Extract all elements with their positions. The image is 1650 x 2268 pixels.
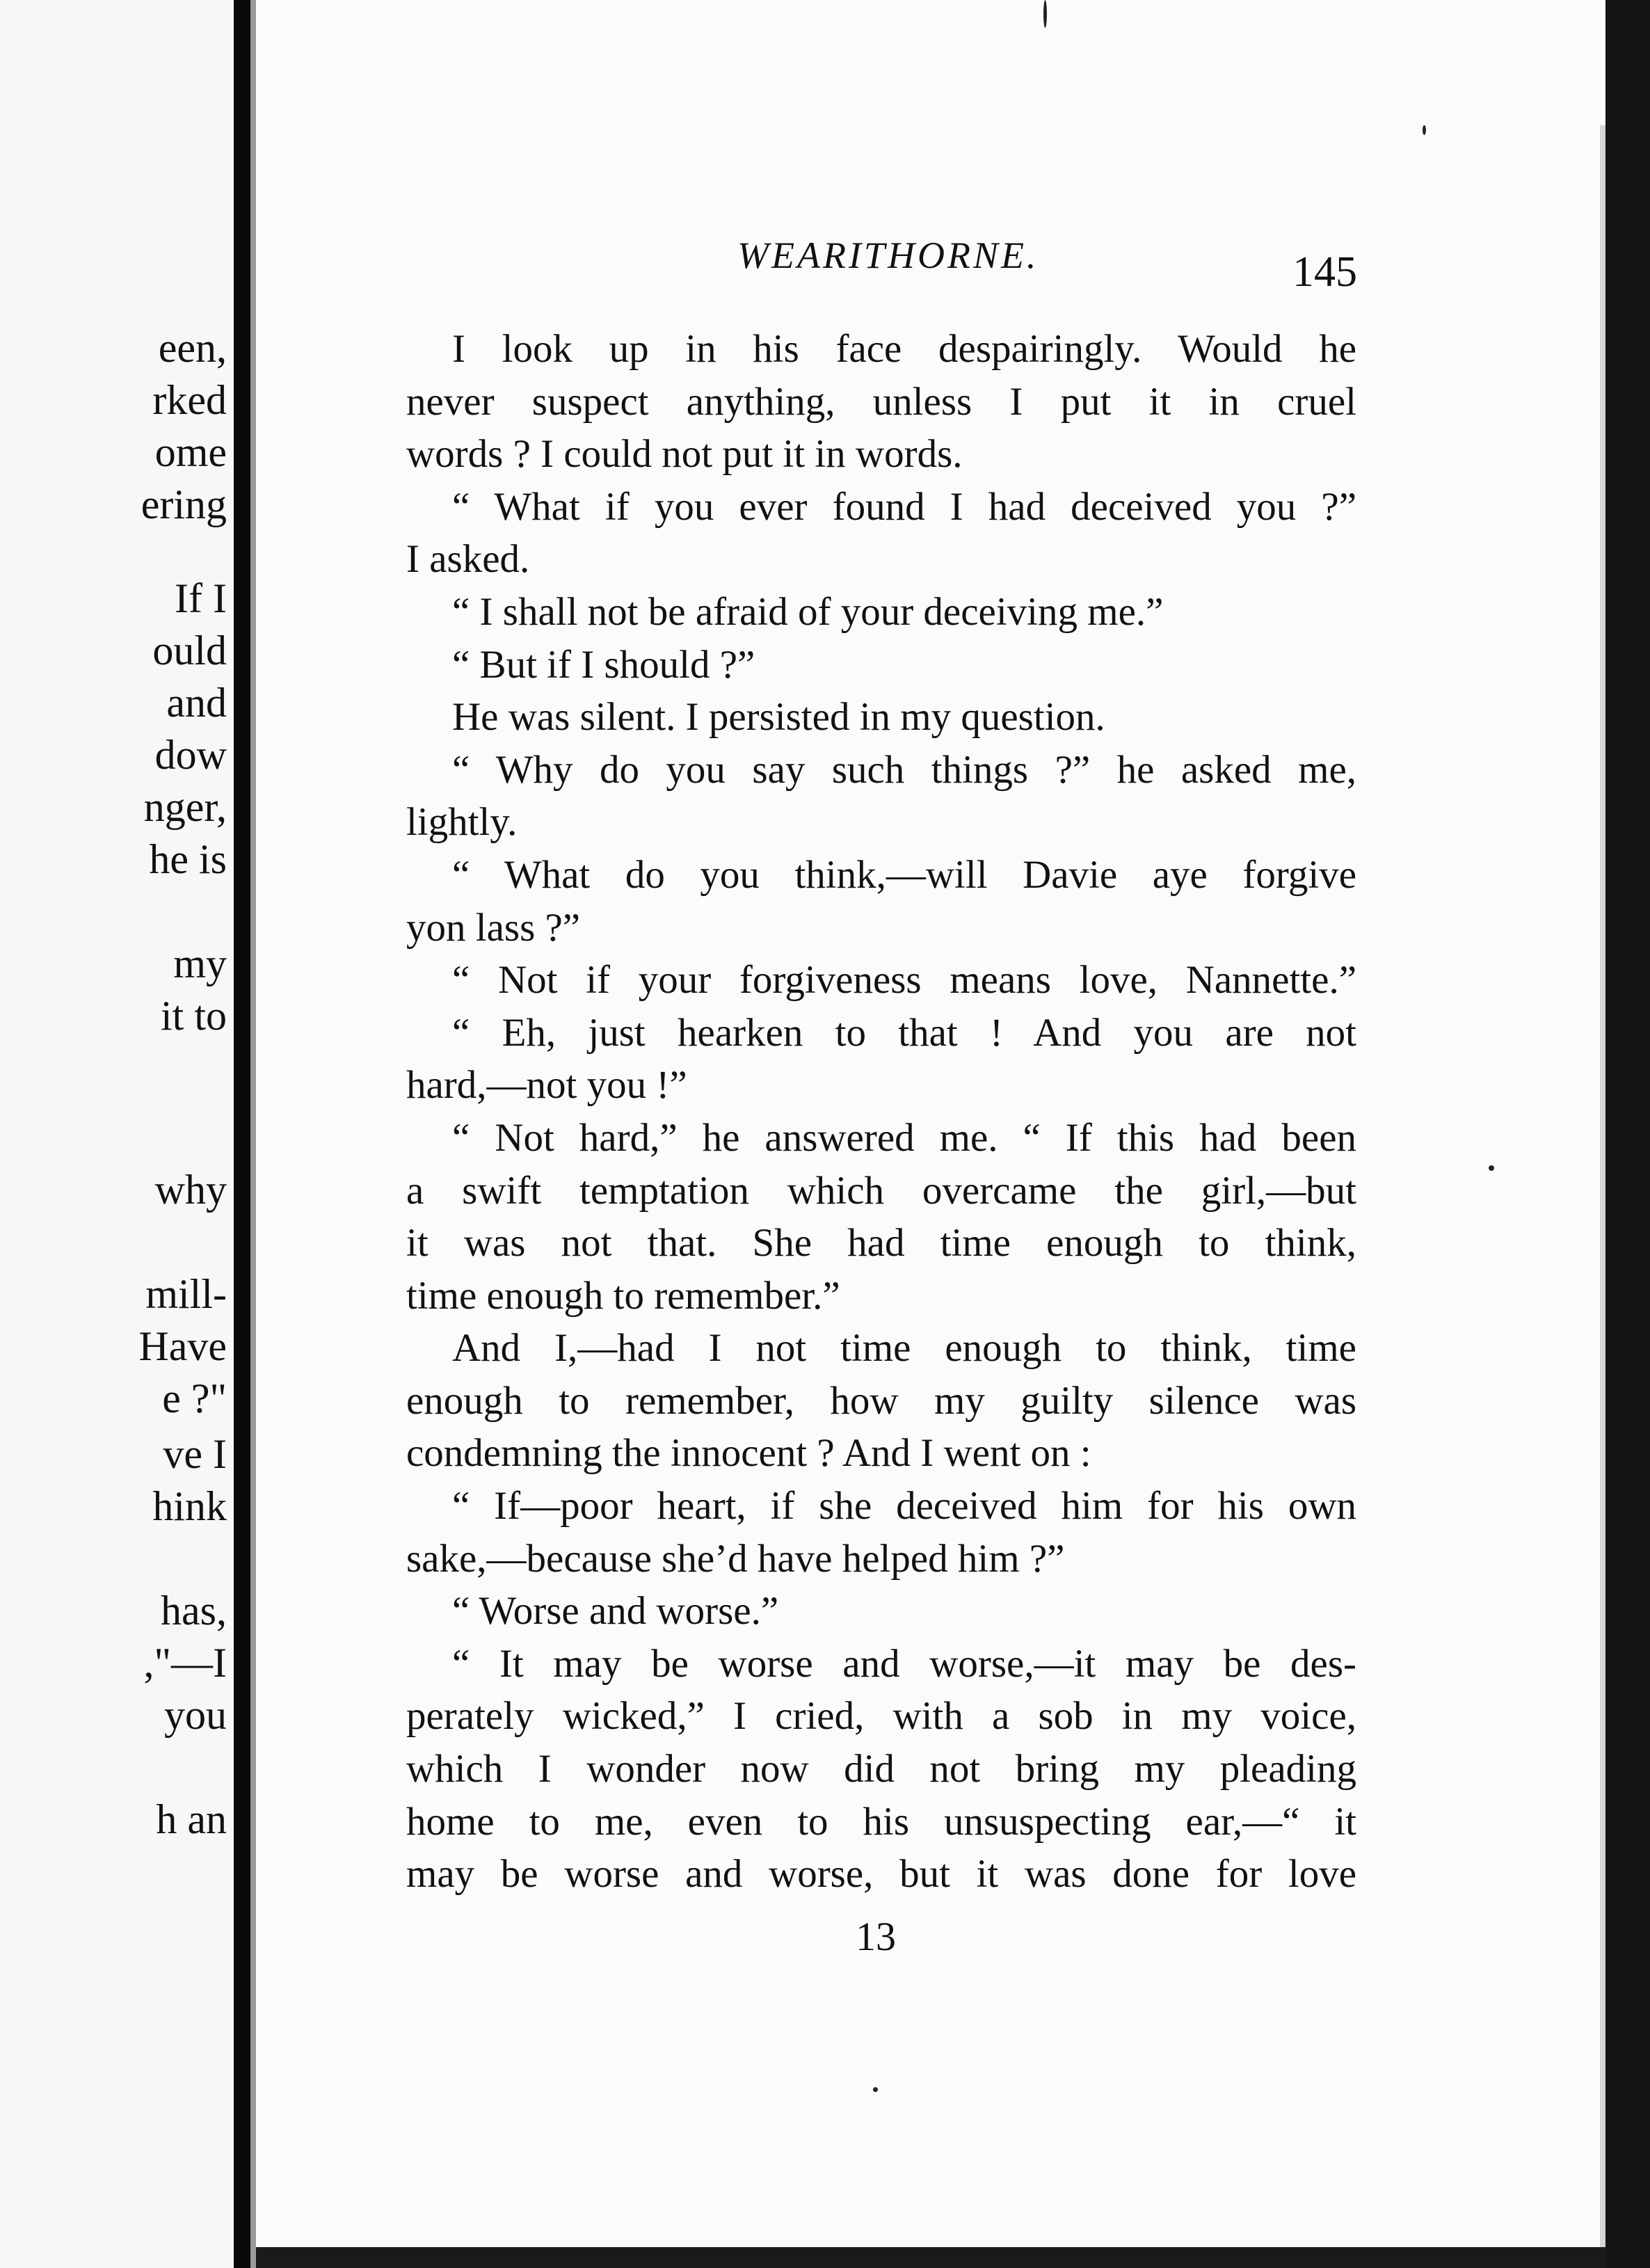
speck xyxy=(873,2087,878,2092)
left-page-fragment: ome xyxy=(154,429,227,475)
left-page-fragment: he is xyxy=(149,836,227,882)
left-page-fragment: dow xyxy=(154,732,227,778)
left-page-fragment: my xyxy=(173,941,227,987)
left-page-fragment: If I xyxy=(175,575,227,621)
text-line: I look up in his face despairingly. Would he xyxy=(452,327,1356,371)
text-line: a swift temptation which overcame the girl,—but xyxy=(406,1168,1356,1213)
left-page-fragment: has, xyxy=(161,1588,227,1634)
text-line: “ Worse and worse.” xyxy=(452,1589,779,1634)
left-page-fragment: h an xyxy=(156,1796,227,1842)
text-line: “ I shall not be afraid of your deceiving me.” xyxy=(452,589,1164,634)
text-line: never suspect anything, unless I put it in cruel xyxy=(406,379,1356,424)
gutter-edge xyxy=(250,0,256,2268)
left-facing-page xyxy=(0,0,234,2268)
text-line: And I,—had I not time enough to think, time xyxy=(452,1326,1356,1371)
text-line: “ Eh, just hearken to that ! And you are not xyxy=(452,1010,1356,1055)
left-page-fragment: mill- xyxy=(145,1271,227,1317)
text-line: words ? I could not put it in words. xyxy=(406,432,963,477)
text-line: enough to remember, how my guilty silence was xyxy=(406,1378,1356,1423)
speck xyxy=(1489,1165,1494,1171)
text-line: “ Not if your forgiveness means love, Nannette.” xyxy=(452,958,1356,1003)
left-page-fragment: ,"—I xyxy=(143,1640,227,1686)
text-line: I asked. xyxy=(406,537,530,582)
signature-mark: 13 xyxy=(856,1914,896,1959)
book-gutter xyxy=(234,0,250,2268)
left-page-fragment: ve I xyxy=(163,1431,227,1477)
left-page-fragment: nger, xyxy=(143,784,227,830)
running-title: WEARITHORNE. xyxy=(737,234,1039,276)
page-edge-highlight xyxy=(1600,125,1605,2268)
text-line: “ If—poor heart, if she deceived him for his own xyxy=(452,1484,1356,1528)
text-line: hard,—not you !” xyxy=(406,1063,687,1108)
left-page-fragment: it to xyxy=(160,993,227,1039)
text-line: which I wonder now did not bring my pleading xyxy=(406,1747,1356,1791)
book-right-edge xyxy=(1605,0,1650,2268)
left-page-fragment: een, xyxy=(158,325,227,371)
speck xyxy=(1043,0,1047,28)
left-page-fragment: why xyxy=(154,1167,227,1213)
left-page-fragment: Have xyxy=(138,1323,227,1369)
left-page-fragment: and xyxy=(166,680,227,726)
scan-bottom-edge xyxy=(256,2247,1605,2268)
text-line: it was not that. She had time enough to think, xyxy=(406,1221,1356,1265)
left-page-fragment: e ?" xyxy=(162,1375,227,1421)
text-line: home to me, even to his unsuspecting ear,—“ it xyxy=(406,1799,1356,1844)
text-line: lightly. xyxy=(406,800,518,845)
text-line: perately wicked,” I cried, with a sob in my voice, xyxy=(406,1694,1356,1739)
text-line: He was silent. I persisted in my question. xyxy=(452,695,1105,740)
text-line: yon lass ?” xyxy=(406,905,581,950)
left-page-fragment: ould xyxy=(152,628,227,673)
left-page-fragment: hink xyxy=(152,1483,227,1529)
text-line: “ What do you think,—will Davie aye forgive xyxy=(452,852,1356,897)
text-line: “ What if you ever found I had deceived you ?” xyxy=(452,484,1356,529)
left-page-fragment: you xyxy=(164,1692,227,1738)
left-page-fragment: rked xyxy=(152,377,227,423)
text-line: may be worse and worse, but it was done for love xyxy=(406,1852,1356,1896)
text-line: “ It may be worse and worse,—it may be des- xyxy=(452,1641,1356,1686)
speck xyxy=(1423,125,1426,135)
text-line: “ But if I should ?” xyxy=(452,642,755,687)
body-text xyxy=(406,323,1356,1901)
text-line: sake,—because she’d have helped him ?” xyxy=(406,1536,1065,1581)
text-line: time enough to remember.” xyxy=(406,1273,840,1318)
text-line: “ Why do you say such things ?” he asked me, xyxy=(452,747,1356,792)
text-line: “ Not hard,” he answered me. “ If this had been xyxy=(452,1115,1356,1160)
page-number: 145 xyxy=(1292,248,1357,296)
left-page-fragment: ering xyxy=(141,481,227,527)
text-line: condemning the innocent ? And I went on : xyxy=(406,1431,1091,1476)
